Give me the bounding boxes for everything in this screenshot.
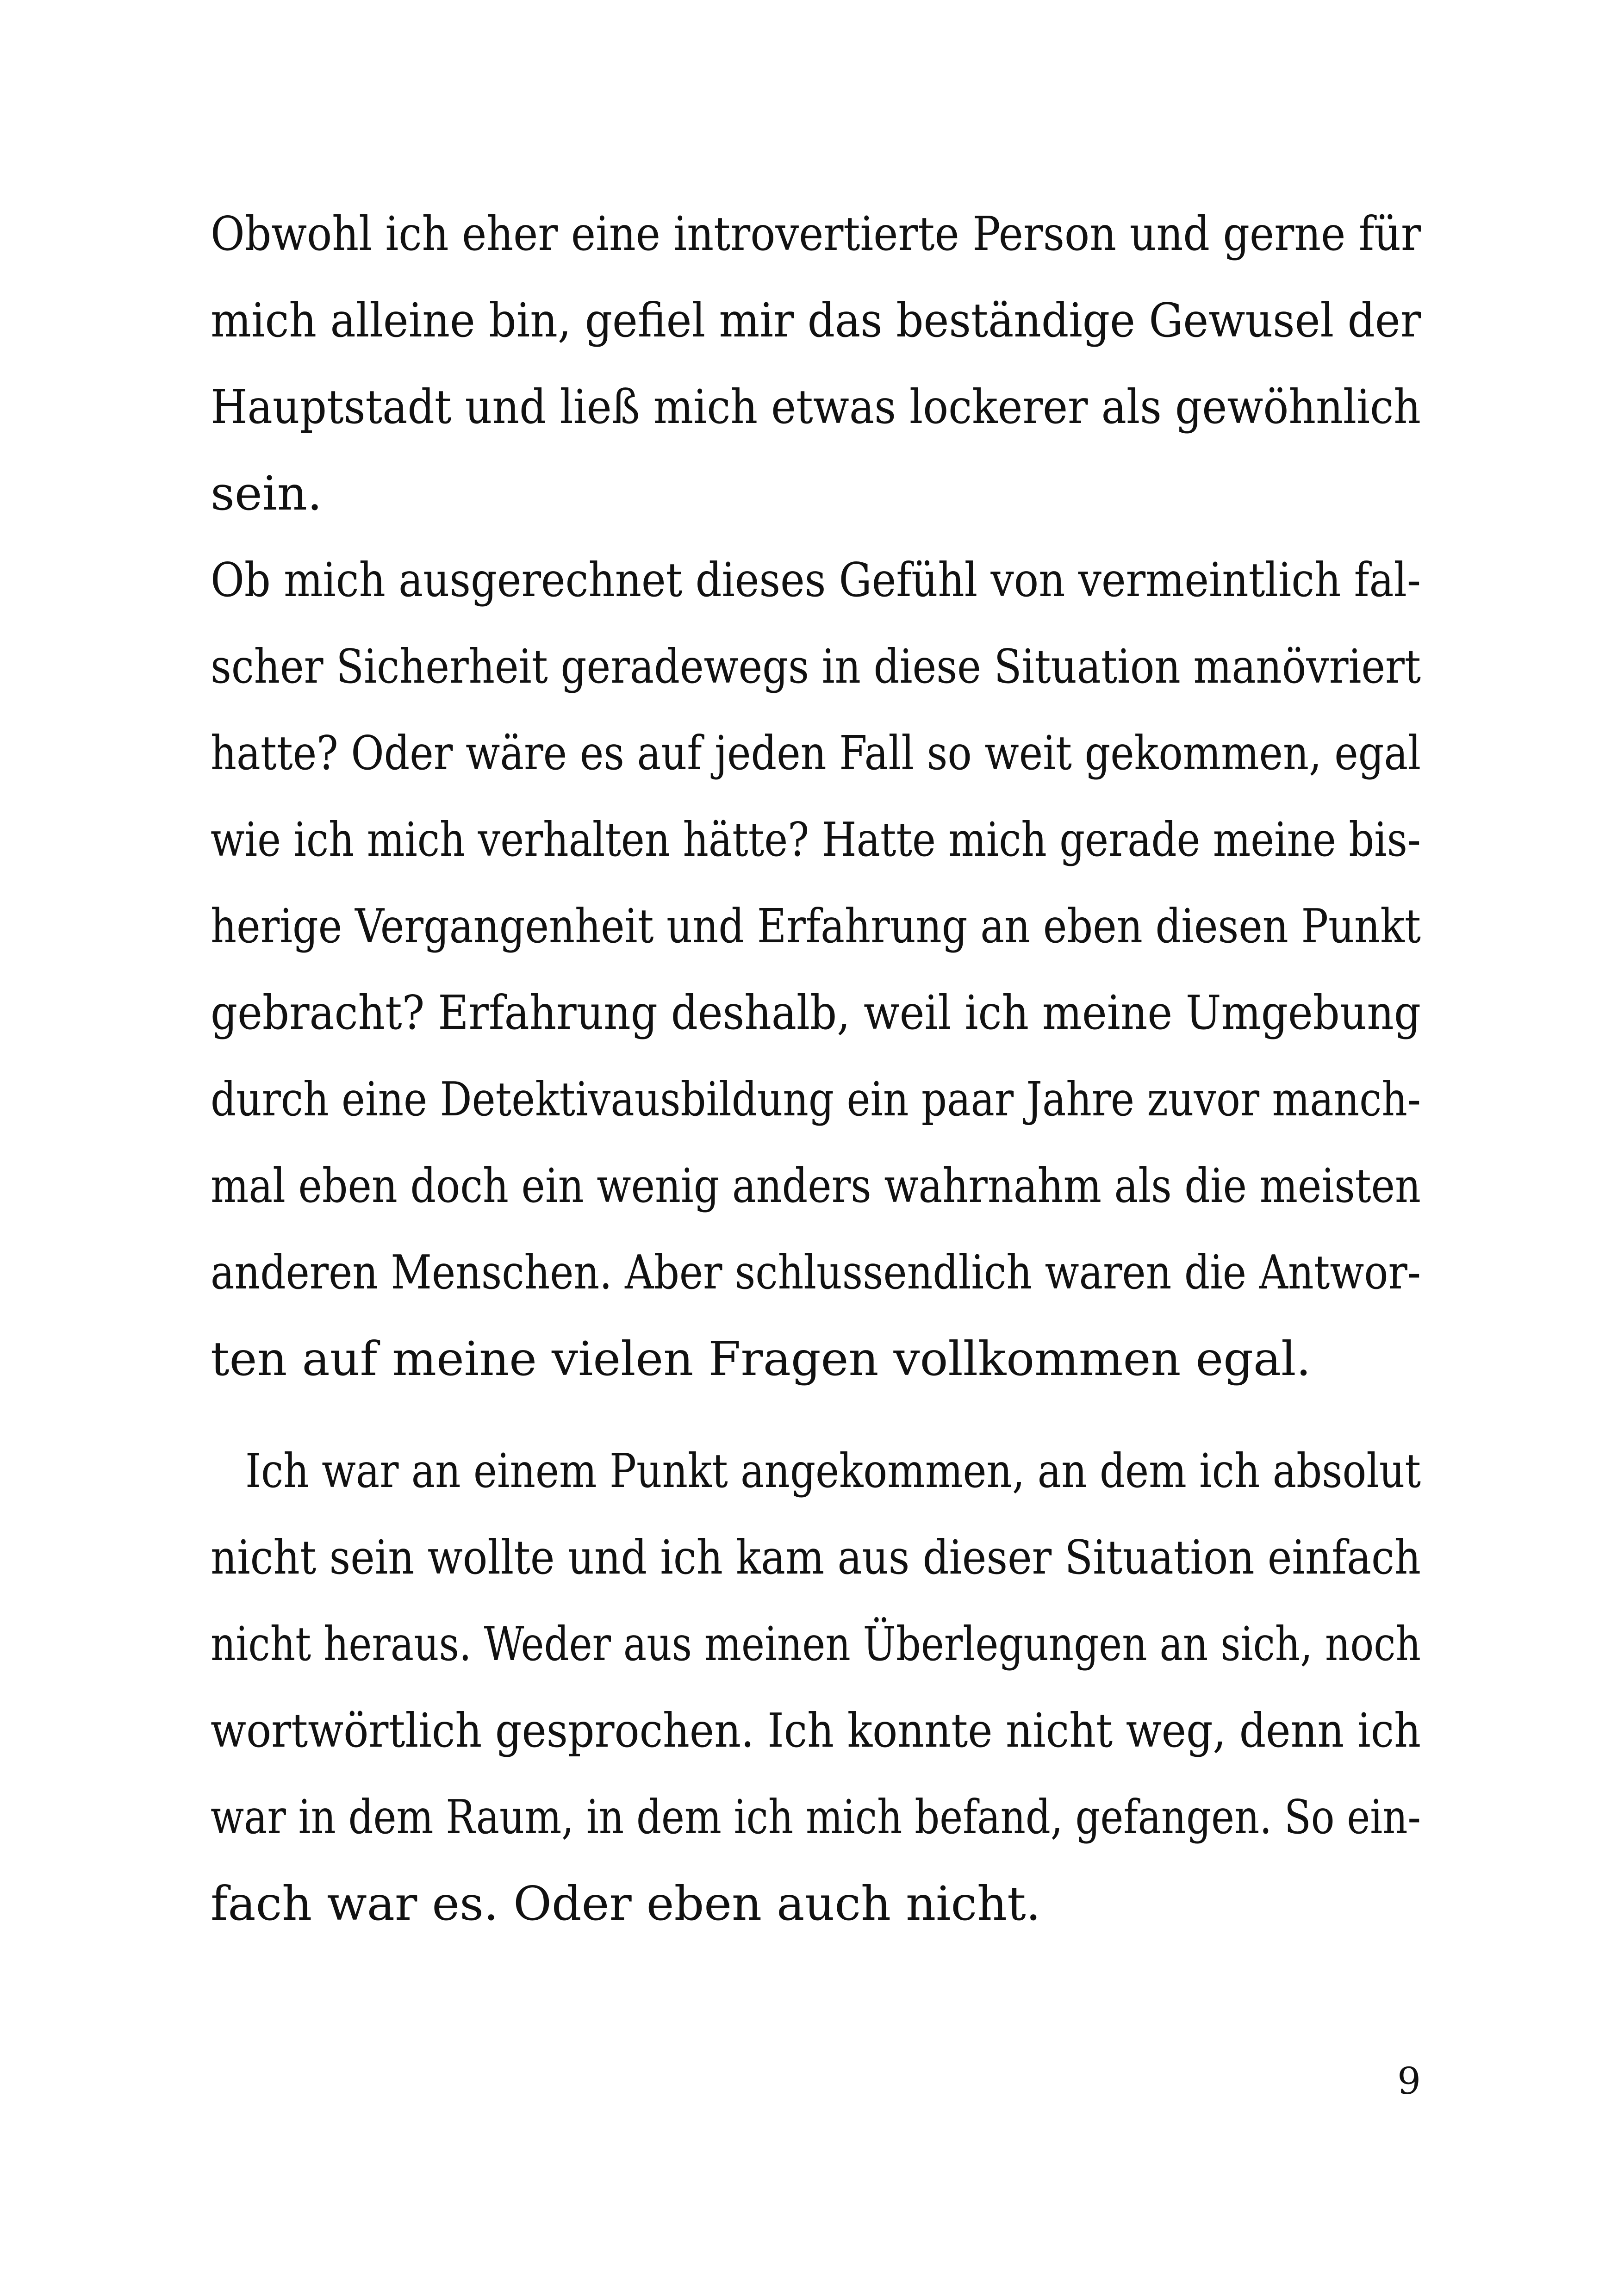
text-line: wie ich mich verhalten hätte? Hatte mich gerade meine bis- [211,812,1421,867]
text-line: Obwohl ich eher eine introvertierte Person und gerne für [211,206,1421,261]
text-line: herige Vergangenheit und Erfahrung an eben diesen Punkt [211,899,1421,953]
text-line: Ich war an einem Punkt angekommen, an dem ich absolut [245,1444,1421,1498]
text-line: mich alleine bin, gefiel mir das beständige Gewusel der [211,293,1421,348]
text-line: Hauptstadt und ließ mich etwas lockerer als gewöhnlich [211,380,1421,434]
text-line: Ob mich ausgerechnet dieses Gefühl von vermeintlich fal- [211,553,1421,607]
text-line: fach war es. Oder eben auch nicht. [211,1876,1041,1931]
text-line: gebracht? Erfahrung deshalb, weil ich meine Umgebung [211,985,1421,1040]
text-line: mal eben doch ein wenig anders wahrnahm als die meisten [211,1158,1421,1213]
text-line: war in dem Raum, in dem ich mich befand, gefangen. So ein- [211,1790,1421,1844]
text-line: wortwörtlich gesprochen. Ich konnte nicht weg, denn ich [211,1703,1421,1758]
page-number: 9 [1397,2060,1421,2103]
text-line: anderen Menschen. Aber schlussendlich waren die Antwor- [211,1245,1421,1300]
text-line: nicht heraus. Weder aus meinen Überlegungen an sich, noch [211,1617,1421,1671]
text-line: sein. [211,466,323,521]
text-line: nicht sein wollte und ich kam aus dieser Situation einfach [211,1530,1421,1585]
text-line: durch eine Detektivausbildung ein paar Jahre zuvor manch- [211,1072,1421,1126]
text-line: scher Sicherheit geradewegs in diese Situation manövriert [211,639,1421,694]
text-line: hatte? Oder wäre es auf jeden Fall so weit gekommen, egal [211,726,1421,780]
text-line: ten auf meine vielen Fragen vollkommen egal. [211,1332,1311,1386]
